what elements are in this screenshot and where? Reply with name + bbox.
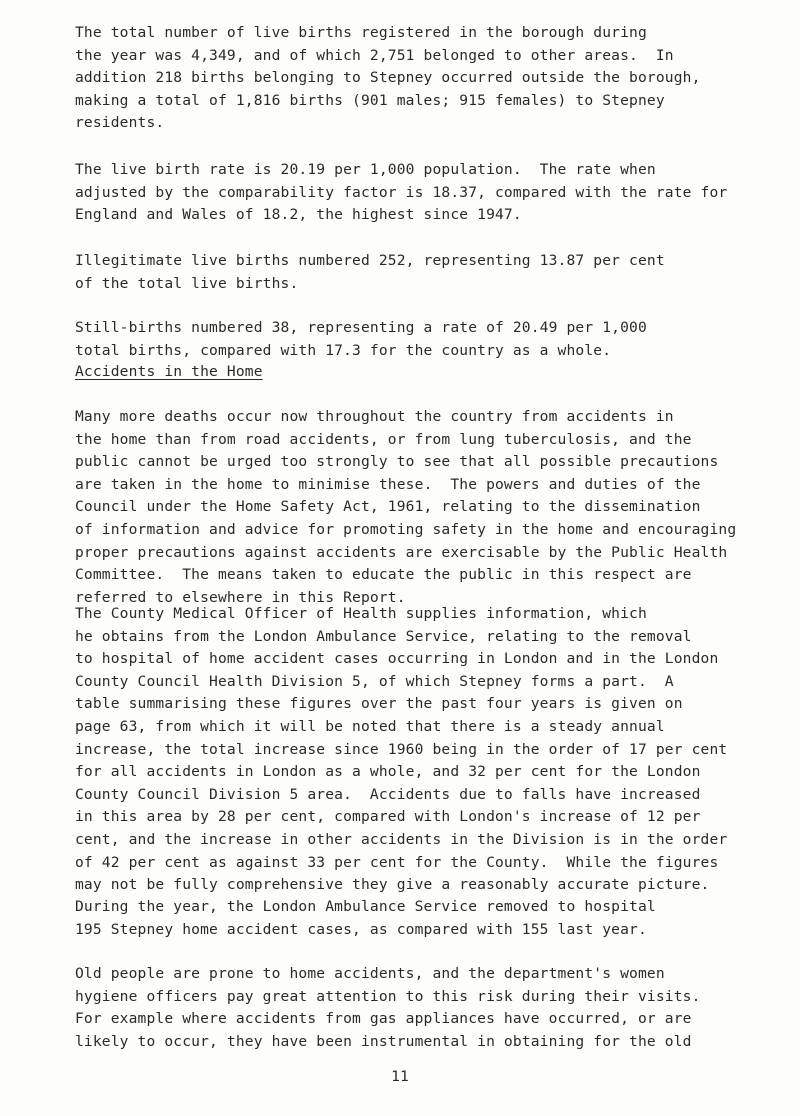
paragraph-ambulance-service: During the year, the London Ambulance Service removed to hospital 195 Stepney home accident cases, as compared with 155 last year. <box>75 898 656 938</box>
page-number: 11 <box>391 1068 409 1085</box>
paragraph-old-people: Old people are prone to home accidents, and the department's women hygiene officers pay great attention to this risk during their visits. For example where accidents from gas appliances have occurred, or are likely to occur, they have been instrumental in obtaining for the old <box>75 965 701 1050</box>
paragraph-still-births: Still-births numbered 38, representing a rate of 20.49 per 1,000 total births, compared with 17.3 for the country as a whole. <box>75 319 647 359</box>
paragraph-birth-rate: The live birth rate is 20.19 per 1,000 population. The rate when adjusted by the comparability factor is 18.37, compared with the rate for England and Wales of 18.2, the highest since 1947. <box>75 161 728 224</box>
section-heading: Accidents in the Home <box>75 363 263 380</box>
paragraph-home-accidents: Many more deaths occur now throughout the country from accidents in the home than from road accidents, or from lung tuberculosis, and the public cannot be urged too strongly to see that all possible precautions are taken in the home to minimise these. The powers and duties of the Council under the Home Safety Act, 1961, relating to the dissemination of information and advice for promoting safety in the home and encouraging proper precautions against accidents are exercisable by the Public Health Committee. The means taken to educate the public in this respect are referred to elsewhere in this Report. <box>75 408 737 606</box>
paragraph-illegitimate: Illegitimate live births numbered 252, representing 13.87 per cent of the total live births. <box>75 252 665 292</box>
paragraph-county-medical-officer: The County Medical Officer of Health supplies information, which he obtains from the London Ambulance Service, relating to the removal to hospital of home accident cases occurring in London and in the London County Council Health Division 5, of which Stepney forms a part. A table summarising these figures over the past four years is given on page 63, from which it will be noted that there is a steady annual increase, the total increase since 1960 being in the order of 17 per cent for all accidents in London as a whole, and 32 per cent for the London County Council Division 5 area. Accidents due to falls have increased in this area by 28 per cent, compared with London's increase of 12 per cent, and the increase in other accidents in the Division is in the order of 42 per cent as against 33 per cent for the County. While the figures may not be fully comprehensive they give a reasonably accurate picture. <box>75 605 728 894</box>
paragraph-births: The total number of live births registered in the borough during the year was 4,349, and of which 2,751 belonged to other areas. In addition 218 births belonging to Stepney occurred outside the borough, making a total of 1,816 births (901 males; 915 females) to Stepney residents. <box>75 24 701 132</box>
